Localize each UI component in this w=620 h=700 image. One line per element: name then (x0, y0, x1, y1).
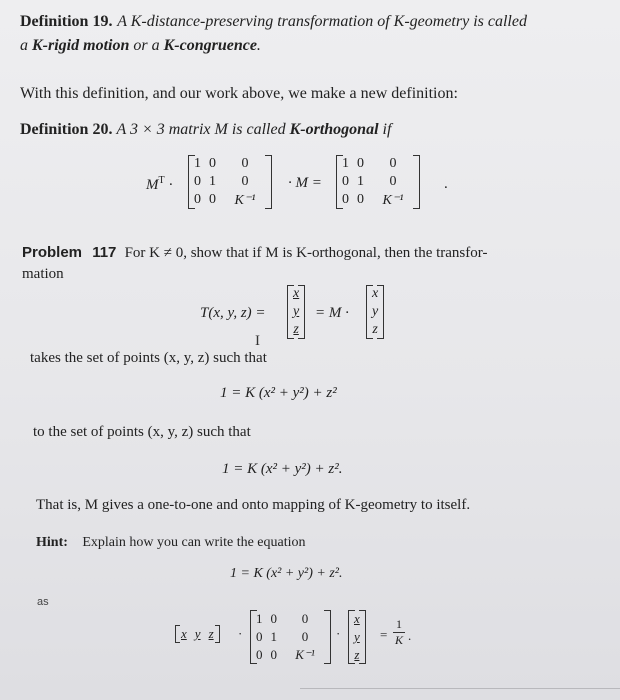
vector-cell: z (208, 626, 214, 641)
eq6-end: . (408, 628, 412, 643)
matrix-cell: 1 (342, 156, 349, 171)
bracket-left (175, 625, 180, 643)
matrix-cell: 1 (194, 156, 201, 171)
eq1-matrix-right (338, 155, 418, 209)
matrix-cell: 0 (389, 156, 397, 171)
matrix-cell: 0 (301, 629, 309, 644)
definition-19-line1: A K-distance-preserving transformation of K-geometry is called (117, 13, 527, 30)
definition-19-text-c: . (256, 37, 261, 54)
matrix-cell: 0 (194, 174, 201, 189)
matrix-cell: 0 (270, 611, 277, 626)
eq6-equals: = (380, 627, 388, 642)
matrix-cell: 0 (342, 174, 349, 189)
matrix-cell: K⁻¹ (382, 192, 404, 208)
term-k-congruence: K-congruence (163, 37, 257, 54)
eq1-transpose: T (158, 175, 165, 186)
bracket-left (366, 285, 373, 339)
vector-cell: x (372, 286, 379, 301)
definition-20 (20, 121, 391, 139)
problem-number: 117 (92, 244, 117, 261)
matrix-cell: 0 (357, 192, 364, 207)
vector-cell: y (372, 304, 379, 319)
definition-20-label: Definition 20. (20, 121, 113, 138)
page-edge-line (300, 688, 620, 689)
matrix-cell: K⁻¹ (295, 647, 315, 662)
vector-cell: z (354, 647, 360, 662)
matrix-cell: 0 (209, 192, 216, 207)
term-k-orthogonal: K-orthogonal (289, 121, 379, 138)
bracket-left (348, 610, 355, 664)
eq3: 1 = K (x² + y²) + z² (220, 385, 337, 401)
eq1-dot: · (168, 177, 174, 193)
bracket-right (298, 285, 305, 339)
bracket-right (359, 610, 366, 664)
eq6-dot1: · (238, 626, 243, 641)
eq2-vector2 (368, 285, 382, 339)
eq6-matrix (252, 610, 329, 664)
matrix-cell: 0 (241, 156, 249, 171)
fraction-denominator: K (394, 633, 403, 647)
matrix-cell: 1 (357, 174, 364, 189)
matrix-cell: 0 (209, 156, 216, 171)
eq6-row-vector (177, 625, 218, 643)
definition-19-text-a: a (20, 37, 32, 54)
definition-19-text-b: or a (129, 37, 164, 54)
definition-20-tail: if (382, 121, 392, 138)
matrix-cell: 0 (342, 192, 349, 207)
matrix-cell: 0 (301, 611, 309, 626)
bracket-right (377, 285, 384, 339)
hint-label: Hint: (36, 535, 68, 550)
vector-cell: x (354, 611, 360, 626)
term-k-rigid-motion: K-rigid motion (32, 37, 130, 54)
definition-19-line2 (20, 37, 261, 55)
bracket-right (215, 625, 220, 643)
bracket-right (324, 610, 331, 664)
vector-cell: x (293, 286, 300, 301)
eq6-col-vector (350, 610, 364, 664)
takes-text: takes the set of points (x, y, z) such that (30, 350, 267, 366)
as-text: as (37, 596, 49, 608)
matrix-cell: 0 (256, 647, 263, 662)
matrix-cell: 1 (270, 629, 277, 644)
matrix-cell: 0 (270, 647, 277, 662)
text-cursor-icon: I (255, 333, 260, 349)
vector-cell: y (194, 626, 201, 641)
problem-label: Problem (22, 244, 83, 261)
fraction (393, 617, 405, 648)
eq1-end: . (444, 176, 448, 192)
matrix-cell: 0 (241, 174, 249, 189)
vector-cell: z (372, 322, 378, 337)
eq2-lhs: T(x, y, z) = (200, 305, 266, 321)
eq1-m: M (146, 177, 159, 193)
matrix-cell: 1 (256, 611, 263, 626)
eq6-dot2: · (336, 626, 341, 641)
intro-text: With this definition, and our work above, we make a new definition: (20, 85, 458, 102)
matrix-cell: 0 (194, 192, 201, 207)
hint (36, 534, 306, 551)
eq1-mid: · M = (288, 175, 322, 191)
eq5: 1 = K (x² + y²) + z². (230, 566, 343, 581)
fraction-numerator: 1 (396, 617, 402, 631)
problem-line2: mation (22, 266, 64, 282)
bracket-right (413, 155, 420, 209)
matrix-cell: 1 (209, 174, 216, 189)
problem-117 (22, 244, 487, 262)
definition-20-text: A 3 × 3 matrix M is called (116, 121, 286, 138)
bracket-left (250, 610, 257, 664)
vector-cell: y (293, 304, 300, 319)
bracket-left (188, 155, 195, 209)
bracket-left (336, 155, 343, 209)
vector-cell: z (293, 322, 299, 337)
vector-cell: x (181, 626, 187, 641)
eq4: 1 = K (x² + y²) + z². (222, 461, 343, 477)
eq1-matrix-left (190, 155, 270, 209)
definition-19-label: Definition 19. (20, 13, 113, 30)
matrix-cell: K⁻¹ (234, 192, 256, 208)
hint-text: Explain how you can write the equation (82, 535, 306, 550)
vector-cell: y (354, 629, 360, 644)
definition-19 (20, 12, 527, 31)
to-set-text: to the set of points (x, y, z) such that (33, 424, 251, 440)
matrix-cell: 0 (256, 629, 263, 644)
that-is-text: That is, M gives a one-to-one and onto mapping of K-geometry to itself. (36, 497, 471, 513)
bracket-right (265, 155, 272, 209)
eq2-vector (289, 285, 303, 339)
eq1-lhs (146, 175, 173, 194)
matrix-cell: 0 (357, 156, 364, 171)
problem-line1: For K ≠ 0, show that if M is K-orthogonal, then the transfor- (124, 245, 488, 261)
eq2-mid: = M · (315, 305, 349, 321)
matrix-cell: 0 (389, 174, 397, 189)
bracket-left (287, 285, 294, 339)
